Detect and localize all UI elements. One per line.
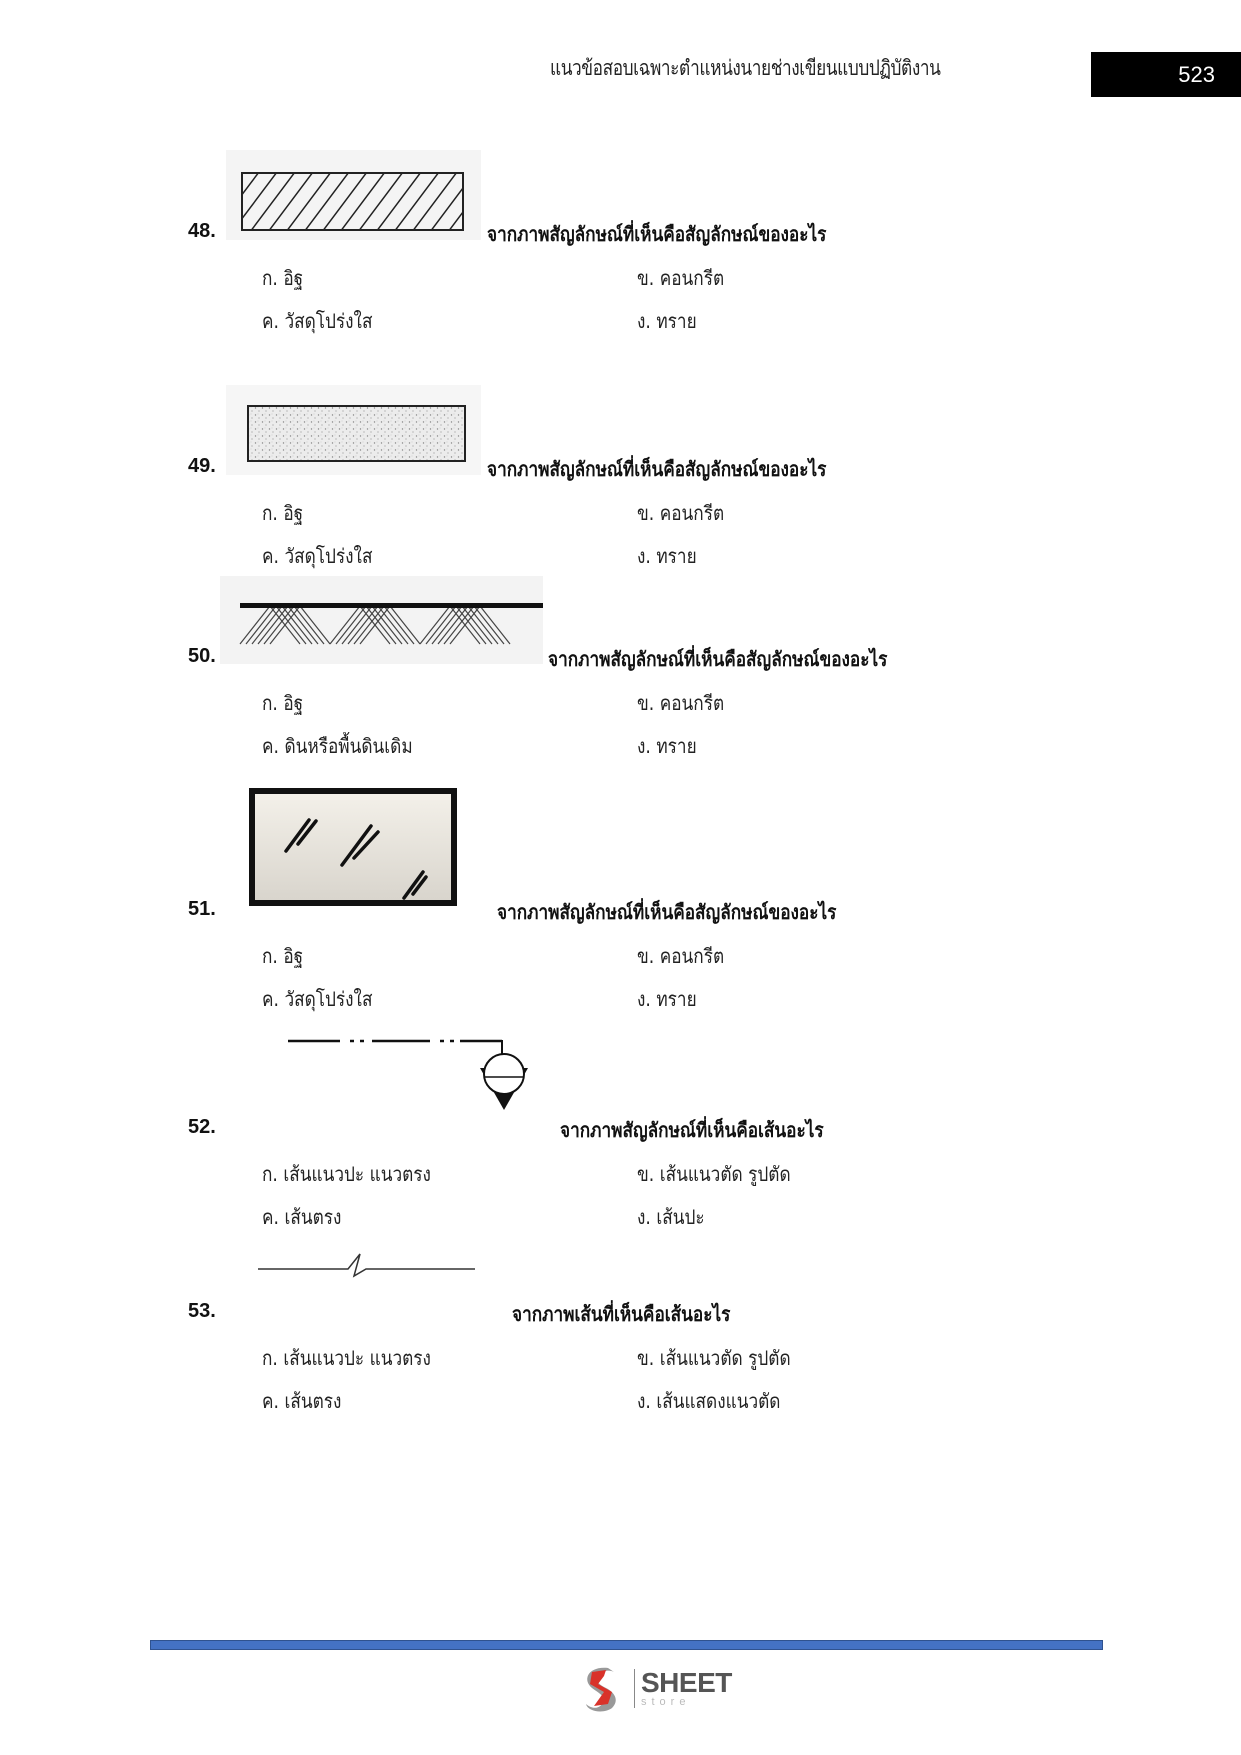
option-b[interactable]: ข. คอนกรีต bbox=[637, 501, 725, 525]
option-d[interactable]: ง. ทราย bbox=[637, 734, 697, 758]
logo-main-text: SHEET bbox=[641, 1666, 732, 1698]
option-a[interactable]: ก. อิฐ bbox=[262, 266, 304, 290]
option-b[interactable]: ข. เส้นแนวตัด รูปตัด bbox=[637, 1162, 791, 1186]
option-d[interactable]: ง. ทราย bbox=[637, 309, 697, 333]
option-b[interactable]: ข. คอนกรีต bbox=[637, 691, 725, 715]
question-number: 50. bbox=[188, 645, 216, 667]
sheet-store-logo bbox=[578, 1662, 732, 1714]
running-header-title: แนวข้อสอบเฉพาะตำแหน่งนายช่างเขียนแบบปฏิบัติงาน bbox=[550, 56, 941, 80]
page-number-badge: 523 bbox=[1091, 52, 1241, 97]
question-number: 53. bbox=[188, 1300, 216, 1322]
question-number: 48. bbox=[188, 220, 216, 242]
option-b[interactable]: ข. เส้นแนวตัด รูปตัด bbox=[637, 1346, 791, 1370]
option-c[interactable]: ค. วัสดุโปร่งใส bbox=[262, 544, 373, 568]
question-text: จากภาพสัญลักษณ์ที่เห็นคือสัญลักษณ์ของอะไร bbox=[487, 457, 827, 481]
logo-sub-text: store bbox=[641, 1695, 691, 1708]
question-number: 52. bbox=[188, 1116, 216, 1138]
option-d[interactable]: ง. เส้นปะ bbox=[637, 1205, 705, 1229]
option-c[interactable]: ค. วัสดุโปร่งใส bbox=[262, 987, 373, 1011]
option-d[interactable]: ง. ทราย bbox=[637, 987, 697, 1011]
option-d[interactable]: ง. ทราย bbox=[637, 544, 697, 568]
footer-divider-bar bbox=[150, 1640, 1103, 1650]
option-a[interactable]: ก. อิฐ bbox=[262, 944, 304, 968]
section-cut-line-symbol bbox=[280, 1030, 550, 1115]
sheet-store-s-icon bbox=[578, 1662, 628, 1714]
option-c[interactable]: ค. เส้นตรง bbox=[262, 1205, 342, 1229]
question-text: จากภาพสัญลักษณ์ที่เห็นคือสัญลักษณ์ของอะไร bbox=[548, 647, 888, 671]
question-text: จากภาพสัญลักษณ์ที่เห็นคือเส้นอะไร bbox=[560, 1118, 824, 1142]
option-a[interactable]: ก. อิฐ bbox=[262, 501, 304, 525]
option-d[interactable]: ง. เส้นแสดงแนวตัด bbox=[637, 1389, 781, 1413]
question-text: จากภาพสัญลักษณ์ที่เห็นคือสัญลักษณ์ของอะไร bbox=[497, 900, 837, 924]
break-line-symbol bbox=[250, 1250, 490, 1285]
option-b[interactable]: ข. คอนกรีต bbox=[637, 944, 725, 968]
earth-ground-hatch-symbol bbox=[220, 576, 543, 664]
option-c[interactable]: ค. วัสดุโปร่งใส bbox=[262, 309, 373, 333]
option-a[interactable]: ก. เส้นแนวปะ แนวตรง bbox=[262, 1162, 431, 1186]
diagonal-hatch-rectangle-symbol bbox=[226, 150, 481, 240]
question-number: 51. bbox=[188, 898, 216, 920]
option-c[interactable]: ค. ดินหรือพื้นดินเดิม bbox=[262, 734, 413, 758]
question-text: จากภาพสัญลักษณ์ที่เห็นคือสัญลักษณ์ของอะไร bbox=[487, 222, 827, 246]
option-a[interactable]: ก. เส้นแนวปะ แนวตรง bbox=[262, 1346, 431, 1370]
option-b[interactable]: ข. คอนกรีต bbox=[637, 266, 725, 290]
question-number: 49. bbox=[188, 455, 216, 477]
option-c[interactable]: ค. เส้นตรง bbox=[262, 1389, 342, 1413]
question-text: จากภาพเส้นที่เห็นคือเส้นอะไร bbox=[512, 1302, 731, 1326]
option-a[interactable]: ก. อิฐ bbox=[262, 691, 304, 715]
stippled-rectangle-symbol bbox=[226, 385, 481, 475]
glass-pane-symbol bbox=[246, 780, 462, 910]
